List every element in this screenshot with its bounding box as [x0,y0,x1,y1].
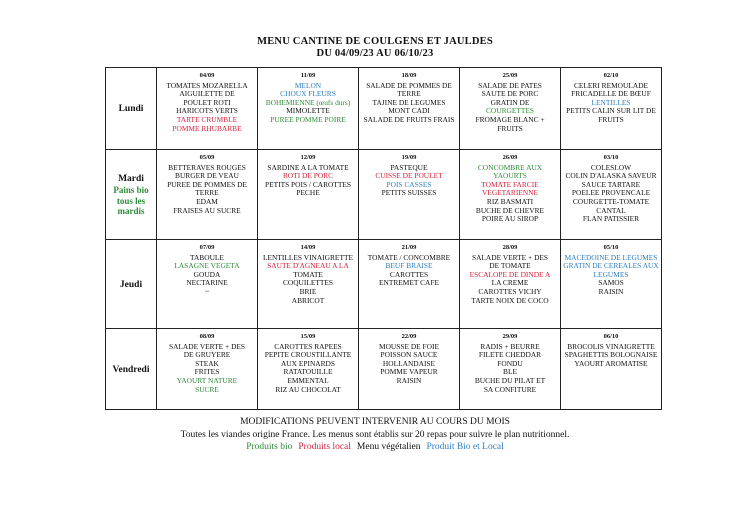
meal-cell [359,68,460,150]
meal-cell [460,329,561,410]
meal-date: 05/10 [603,244,619,251]
meal-cell [258,150,359,240]
legend-item: Produit Bio et Local [426,442,504,452]
meal-cell [359,240,460,329]
meal-date: 14/09 [300,244,316,251]
menu-item: FLAN PATISSIER [582,214,640,224]
menu-item: SPAGHETTIS BOLOGNAISE [564,350,658,360]
menu-item: CAROTTES RAPEES [274,341,342,351]
menu-item: SARDINE A LA TOMATE [267,162,349,172]
meal-date: 07/09 [199,244,215,251]
menu-item: PETITS CALIN SUR LIT DE [566,106,656,116]
menu-title-block [0,36,750,60]
menu-item: FRUITS [497,123,523,133]
menu-item: CUISSE DE POULET [375,171,443,181]
meal-date: 19/09 [401,154,417,161]
footer-origin-note: Toutes les viandes origine France. Les menus sont établis sur 20 repas pour suivre le plan nutritionnel. [180,430,570,440]
menu-item: MONT CADI [388,106,430,116]
meal-cell [460,240,561,329]
menu-item: YAOURT NATURE [176,375,238,385]
menu-item: SAUTE D'AGNEAU A LA [267,261,349,271]
meal-cell [157,240,258,329]
menu-item: TARTE CRUMBLE [176,114,238,124]
meal-date: 05/09 [199,154,215,161]
menu-item: PECHE [296,188,320,198]
menu-item: NECTARINE [186,278,228,288]
menu-item: FRITES [194,367,220,377]
menu-item: HARICOTS VERTS [176,106,238,116]
menu-item: COURGETTE-TOMATE [572,196,650,206]
meal-date: 08/09 [199,333,215,340]
menu-item: SALADE DE FRUITS FRAIS [363,114,455,124]
menu-item: YAOURT AROMATISE [574,358,648,368]
menu-item: BETTERAVES ROUGES [168,162,246,172]
menu-item: RAISIN [396,375,422,385]
legend-item: Produits bio [246,442,293,452]
menu-item: STEAK [195,358,219,368]
day-label: Vendredi [112,364,150,375]
menu-date-range: DU 04/09/23 AU 06/10/23 [316,48,434,59]
menu-item: LENTILLES [591,97,631,107]
day-cell [106,68,157,150]
menu-item: LEGUMES [593,269,629,279]
menu-item: FILETE CHEDDAR [478,350,542,360]
meal-cell [561,68,662,150]
day-cell [106,150,157,240]
menu-item: TAJINE DE LEGUMES [372,97,446,107]
menu-item: BEUF BRAISE [385,261,433,271]
menu-item: POELEE PROVENCALE [571,188,651,198]
day-label: Lundi [118,104,144,114]
menu-item: LA CREME [491,278,529,288]
menu-item: FONDU [497,358,523,368]
meal-cell [359,150,460,240]
menu-row-lundi [106,68,662,150]
menu-item: TERRE [195,188,219,198]
menu-item: BLE [503,367,517,377]
menu-item: AIGUILETTE DE [179,89,235,99]
menu-item: SALADE DE PATES [478,80,542,90]
menu-item: RAISIN [598,286,624,296]
menu-item: MOUSSE DE FOIE [379,341,439,351]
menu-item: CHOUX FLEURS [280,89,336,99]
menu-item: SAMOS [598,278,624,288]
menu-item: FRUITS [598,114,624,124]
meal-date: 15/09 [300,333,316,340]
menu-item: GOUDA [193,269,221,279]
menu-item: LASAGNE VEGETA [174,261,240,271]
meal-cell [157,329,258,410]
meal-date: 11/09 [300,72,316,79]
menu-item: POIRE AU SIROP [481,214,539,224]
meal-date: 25/09 [502,72,518,79]
menu-item: SA CONFITURE [483,384,537,394]
menu-item: SALADE VERTE + DES [471,252,549,262]
meal-date: 03/10 [603,154,619,161]
meal-date: 26/09 [502,154,518,161]
meal-cell [561,240,662,329]
menu-item: RIZ AU CHOCOLAT [275,384,341,394]
menu-item: PETITS POIS / CAROTTES [264,179,352,189]
menu-item: CONCOMBRE AUX [477,162,543,172]
menu-item: BOHEMIENNE (œufs durs) [265,97,351,107]
meal-date: 02/10 [603,72,619,79]
menu-item: CAROTTES VICHY [478,286,542,296]
legend-item: Produits local [298,442,351,452]
meal-date: 18/09 [401,72,417,79]
menu-row-mardi [106,150,662,240]
legend-item: Menu végétalien [356,442,421,452]
menu-item: POULET ROTI [183,97,231,107]
menu-item: FRICADELLE DE BŒUF [571,89,651,99]
menu-item: YAOURTS [493,171,527,181]
menu-item: GRATIN DE CEREALES AUX [563,261,659,271]
menu-item: TABOULE [190,252,224,262]
menu-item: VEGETARIENNE [481,188,539,198]
day-note: Pains bio tous les mardis [113,185,149,217]
menu-item: LENTILLES VINAIGRETTE [263,252,353,262]
menu-item: PUREE DE POMMES DE [167,179,247,189]
menu-item: HOLLANDAISE [382,358,436,368]
menu-item: TOMATE [293,269,323,279]
menu-item: ROTI DE PORC [282,171,334,181]
menu-row-jeudi [106,240,662,329]
menu-item: COQUILETTES [282,278,334,288]
day-label: Mardi [118,174,144,185]
menu-title: MENU CANTINE DE COULGENS ET JAULDES [257,36,493,47]
footer-notice: MODIFICATIONS PEUVENT INTERVENIR AU COURS DU MOIS [240,417,510,427]
menu-item: BUCHE DU PILAT ET [474,375,546,385]
meal-cell [460,150,561,240]
menu-item: SALADE VERTE + DES [168,341,246,351]
menu-item: BRIE [299,286,317,296]
meal-date: 21/09 [401,244,417,251]
menu-item: SAUTE DE PORC [481,89,539,99]
menu-item: CAROTTES [389,269,429,279]
meal-cell [561,329,662,410]
meal-date: 04/09 [199,72,215,79]
menu-item: AUX EPINARDS [281,358,335,368]
menu-item: BROCOLIS VINAIGRETTE [567,341,655,351]
meal-date: 29/09 [502,333,518,340]
menu-item: SUCRE [195,384,219,394]
meal-cell [157,68,258,150]
menu-table [105,67,662,410]
legend [0,442,750,452]
menu-item: TARTE NOIX DE COCO [471,295,549,305]
meal-cell [460,68,561,150]
meal-cell [157,150,258,240]
meal-cell [258,329,359,410]
menu-item: PEPITE CROUSTILLANTE [264,350,352,360]
menu-item: RIZ BASMATI [486,196,534,206]
menu-item: COLESLOW [590,162,632,172]
menu-item: PETITS SUISSES [381,188,437,198]
menu-item: BURGER DE VEAU [175,171,239,181]
menu-item: POMME VAPEUR [380,367,438,377]
menu-item: PASTEQUE [390,162,428,172]
menu-item: MIMOLETTE [286,106,330,116]
day-cell [106,240,157,329]
menu-item: BUCHE DE CHEVRE [475,205,545,215]
menu-item: EDAM [196,196,218,206]
meal-cell [359,329,460,410]
menu-item: CANTAL [596,205,626,215]
menu-item: POIS CASSES [386,179,432,189]
meal-cell [258,68,359,150]
menu-item: CELERI REMOULADE [573,80,649,90]
day-label: Jeudi [119,279,143,290]
meal-date: 06/10 [603,333,619,340]
menu-item: ESCALOPE DE DINDE A [469,269,551,279]
menu-item: COLIN D'ALASKA SAVEUR [565,171,657,181]
menu-item: FROMAGE BLANC + [475,114,545,124]
menu-item: SALADE DE POMMES DE [366,80,452,90]
menu-item: SAUCE TARTARE [581,179,641,189]
meal-date: 22/09 [401,333,417,340]
menu-item: RATATOUILLE [283,367,333,377]
menu-item: TERRE [397,89,421,99]
meal-date: 28/09 [502,244,518,251]
day-cell [106,329,157,410]
menu-item: ABRICOT [291,295,325,305]
menu-item: FRAISES AU SUCRE [173,205,241,215]
menu-item: POMME RHUBARBE [172,123,242,133]
menu-item: COURGETTES [485,106,535,116]
menu-item: DE TOMATE [489,261,531,271]
menu-row-vendredi [106,329,662,410]
meal-cell [258,240,359,329]
menu-item: EMMENTAL [287,375,329,385]
menu-item: TOMATE / CONCOMBRE [367,252,451,262]
menu-item: ENTREMET CAFE [378,278,440,288]
menu-item: PUREE POMME POIRE [270,114,346,124]
menu-item: POISSON SAUCE [380,350,438,360]
menu-item: GRATIN DE [490,97,530,107]
meal-date: 12/09 [300,154,316,161]
menu-item: TOMATE FARCIE [481,179,539,189]
meal-cell [561,150,662,240]
menu-item: ~ [205,286,209,296]
menu-item: MELON [294,80,322,90]
menu-item: TOMATES MOZARELLA [166,80,248,90]
menu-item: RADIS + BEURRE [480,341,540,351]
menu-item: MACEDOINE DE LEGUMES [564,252,658,262]
menu-item: DE GRUYERE [183,350,231,360]
